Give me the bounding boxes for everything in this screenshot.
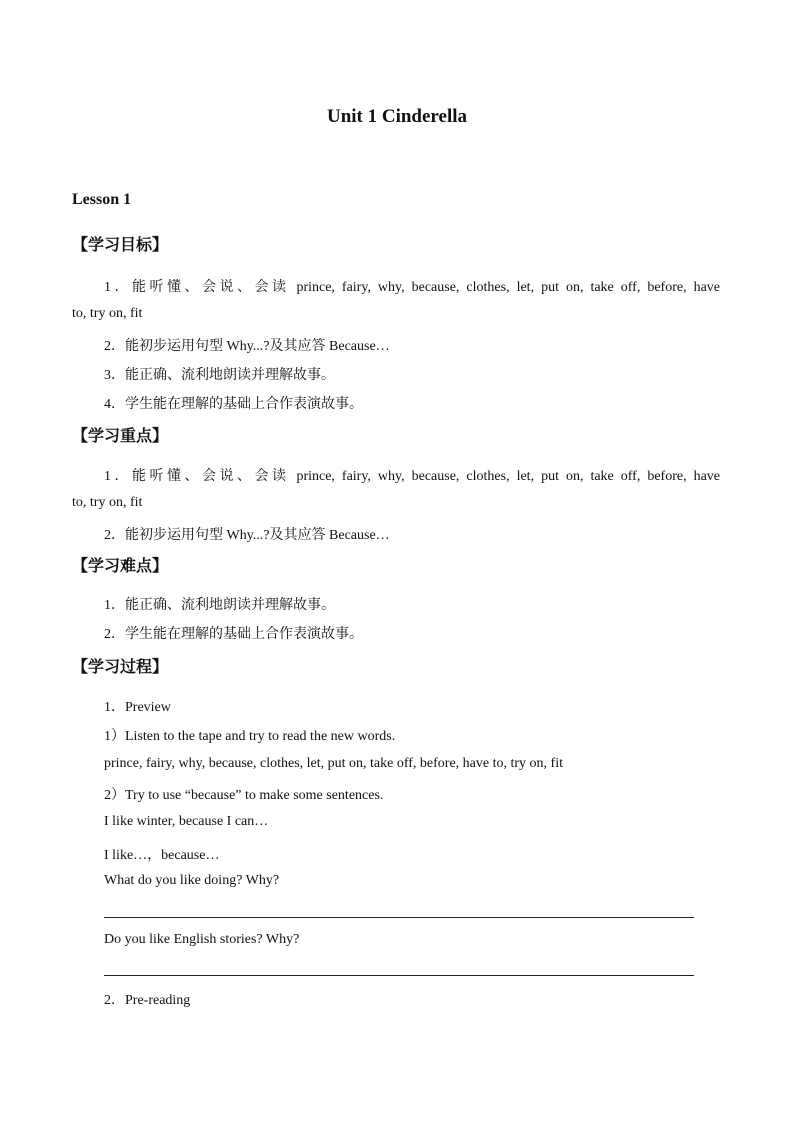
process-word-list: prince, fairy, why, because, clothes, let, put on, take off, before, have to, try on, fit	[104, 756, 563, 771]
answer-line-1[interactable]	[104, 917, 694, 918]
objectives-item-1: 1．能听懂、会说、会读 prince, fairy, why, because, clothes, let, put on, take off, before, have	[104, 280, 720, 295]
key-points-heading: 【学习重点】	[72, 426, 169, 445]
lesson-heading: Lesson 1	[72, 191, 132, 208]
key-points-item-2: 2．能初步运用句型 Why...?及其应答 Because…	[104, 528, 390, 543]
question-english-stories: Do you like English stories? Why?	[104, 932, 300, 947]
process-step-preview: 1．Preview	[104, 700, 171, 715]
key-points-item-1: 1．能听懂、会说、会读 prince, fairy, why, because, clothes, let, put on, take off, before, have	[104, 469, 720, 484]
objectives-heading: 【学习目标】	[72, 235, 169, 254]
process-heading: 【学习过程】	[72, 657, 169, 676]
page-title: Unit 1 Cinderella	[326, 106, 468, 127]
objectives-item-2: 2．能初步运用句型 Why...?及其应答 Because…	[104, 339, 390, 354]
process-sub-listen: 1）Listen to the tape and try to read the new words.	[104, 729, 396, 744]
process-sub-because: 2）Try to use “because” to make some sentences.	[104, 788, 384, 803]
objectives-item-3: 3．能正确、流利地朗读并理解故事。	[104, 368, 335, 383]
objectives-item-4: 4．学生能在理解的基础上合作表演故事。	[104, 397, 363, 412]
example-sentence-2: I like…，because…	[104, 848, 220, 863]
key-points-item-1-continued: to, try on, fit	[72, 495, 143, 510]
difficulties-heading: 【学习难点】	[72, 556, 169, 575]
example-sentence-1: I like winter, because I can…	[104, 814, 269, 829]
answer-line-2[interactable]	[104, 975, 694, 976]
process-step-pre-reading: 2．Pre-reading	[104, 993, 191, 1008]
question-what-do-you-like: What do you like doing? Why?	[104, 873, 280, 888]
difficulties-item-2: 2．学生能在理解的基础上合作表演故事。	[104, 627, 363, 642]
objectives-item-1-continued: to, try on, fit	[72, 306, 143, 321]
difficulties-item-1: 1．能正确、流利地朗读并理解故事。	[104, 598, 335, 613]
